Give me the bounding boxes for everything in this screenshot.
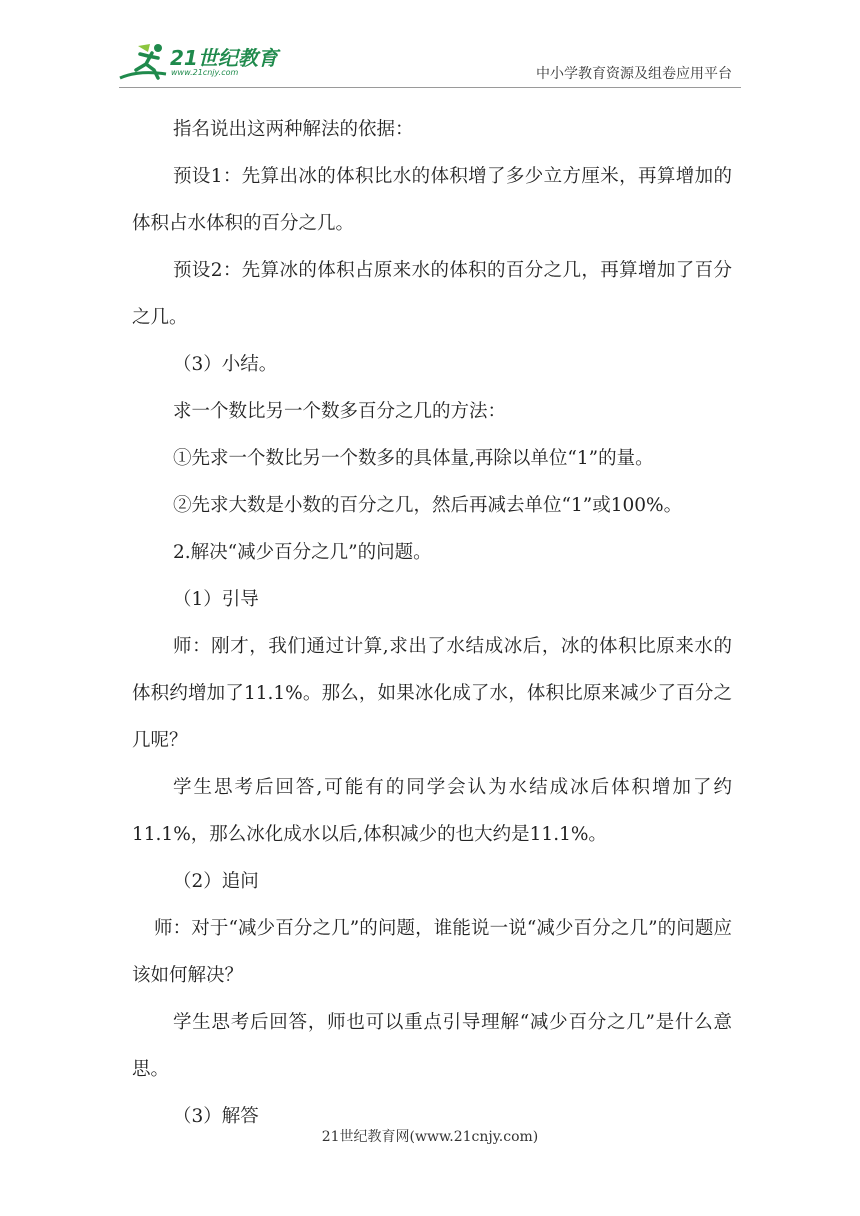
- header-divider: [119, 87, 741, 88]
- paragraph: （2）追问: [173, 871, 259, 892]
- paragraph: 师：刚才，我们通过计算,求出了水结成冰后，冰的体积比原来水的体积约增加了11.1%。那么，如果冰化成了水，体积比原来减少了百分之几呢？: [132, 636, 732, 751]
- platform-name: 中小学教育资源及组卷应用平台: [536, 66, 732, 82]
- paragraph: 师：对于“减少百分之几”的问题，谁能说一说“减少百分之几”的问题应该如何解决？: [132, 918, 732, 986]
- paragraph: 学生思考后回答,可能有的同学会认为水结成冰后体积增加了约11.1%，那么冰化成水以后,体积减少的也大约是11.1%。: [132, 777, 732, 845]
- document-body: [132, 106, 732, 1140]
- paragraph: 预设2：先算冰的体积占原来水的体积的百分之几，再算增加了百分之几。: [132, 260, 732, 328]
- logo-text: 21世纪教育: [170, 46, 278, 70]
- paragraph: 指名说出这两种解法的依据：: [173, 119, 414, 140]
- page-footer: 21世纪教育网(www.21cnjy.com): [321, 1129, 539, 1145]
- paragraph: 学生思考后回答，师也可以重点引导理解“减少百分之几”是什么意思。: [132, 1012, 732, 1080]
- paragraph: ①先求一个数比另一个数多的具体量,再除以单位“1”的量。: [173, 448, 654, 469]
- paragraph: ②先求大数是小数的百分之几，然后再减去单位“1”或100%。: [173, 495, 683, 516]
- paragraph: （1）引导: [173, 589, 259, 610]
- paragraph: 预设1：先算出冰的体积比水的体积增了多少立方厘米，再算增加的体积占水体积的百分之几。: [132, 166, 732, 234]
- paragraph: 求一个数比另一个数多百分之几的方法：: [173, 401, 507, 422]
- logo-url: www.21cnjy.com: [171, 68, 239, 77]
- section-heading: 2.解决“减少百分之几”的问题。: [173, 542, 432, 563]
- paragraph: （3）小结。: [173, 354, 278, 375]
- paragraph: （3）解答: [173, 1106, 259, 1127]
